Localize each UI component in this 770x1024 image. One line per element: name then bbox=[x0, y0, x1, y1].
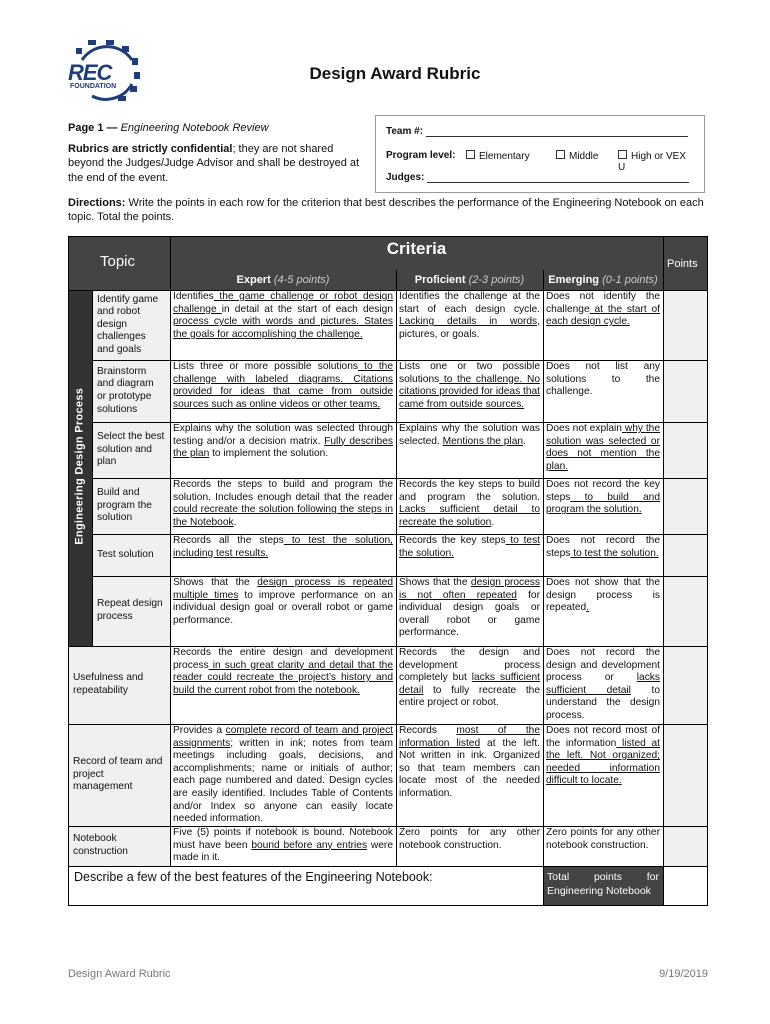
grid-line bbox=[68, 905, 708, 906]
criteria-cell-expert bbox=[170, 478, 396, 534]
criteria-text: to implement the solution. bbox=[209, 448, 329, 460]
underlined-text: why the solution was selected or does not mention the plan. bbox=[546, 423, 660, 472]
expert-header bbox=[170, 270, 396, 290]
criteria-text: Identifies bbox=[173, 291, 214, 302]
criteria-cell-proficient bbox=[396, 360, 543, 422]
proficient-header bbox=[396, 270, 543, 290]
topic-cell: Usefulness and repeatability bbox=[68, 646, 170, 724]
criteria-text: Does not list any solutions to the challenge. bbox=[546, 361, 660, 398]
total-points-label: Total points for Engineering Notebook bbox=[543, 866, 663, 906]
topic-cell: Repeat design process bbox=[92, 576, 170, 646]
grid-line bbox=[92, 290, 93, 646]
criteria-cell-expert bbox=[170, 422, 396, 478]
grid-line bbox=[68, 724, 708, 725]
criteria-cell-proficient bbox=[396, 478, 543, 534]
criteria-text: . bbox=[491, 516, 495, 528]
criteria-text: Explains why the solution was selected through testing and/or a decision matrix. bbox=[173, 423, 393, 447]
underlined-text: most of the information listed bbox=[399, 725, 540, 749]
directions bbox=[68, 196, 708, 225]
points-field[interactable] bbox=[663, 422, 708, 478]
criteria-cell-emerging bbox=[543, 360, 663, 422]
grid-line bbox=[543, 270, 544, 906]
underlined-text: to test the solution, including test results. bbox=[173, 535, 393, 559]
grid-line bbox=[396, 270, 397, 866]
grid-line bbox=[68, 646, 708, 647]
judges-row bbox=[386, 172, 696, 183]
criteria-text: at the left. Not written in ink. Organized so that team members can locate most of the needed information. bbox=[399, 737, 540, 799]
criteria-cell-expert bbox=[170, 576, 396, 646]
underlined-text: design process is not often repeated bbox=[399, 577, 540, 601]
topic-cell: Select the best solution and plan bbox=[92, 422, 170, 478]
underlined-text: complete record of team and project assignments bbox=[173, 725, 393, 749]
grid-line bbox=[663, 236, 664, 906]
total-points-field[interactable] bbox=[663, 866, 708, 906]
rubric-table bbox=[68, 236, 708, 906]
underlined-text: lacks sufficient detail bbox=[546, 672, 660, 696]
criteria-cell-emerging bbox=[543, 826, 663, 866]
underlined-text: listed at the left. Not organized; needed information difficult to locate. bbox=[546, 737, 660, 787]
expert-points: (4-5 points) bbox=[273, 274, 330, 286]
grid-line bbox=[92, 576, 708, 577]
option-middle[interactable] bbox=[556, 150, 598, 162]
criteria-cell-emerging bbox=[543, 724, 663, 826]
program-level-row bbox=[386, 150, 696, 173]
criteria-text: Explains why the solution was selected. bbox=[399, 423, 540, 447]
criteria-text: Does not record most of the information bbox=[546, 725, 660, 749]
underlined-text: at the start of each design cycle. bbox=[546, 303, 660, 328]
criteria-text: Does not record the design and development process or bbox=[546, 647, 660, 684]
page-subtitle bbox=[68, 122, 269, 134]
confidential-text: ; they are not shared beyond the Judges/Judge Advisor and shall be destroyed at the end of the event. bbox=[68, 143, 360, 184]
grid-line bbox=[92, 422, 708, 423]
criteria-cell-emerging bbox=[543, 576, 663, 646]
footer-left: Design Award Rubric bbox=[68, 968, 171, 980]
grid-line bbox=[68, 236, 69, 906]
criteria-cell-expert bbox=[170, 360, 396, 422]
criteria-text: . bbox=[233, 516, 237, 528]
option-elementary[interactable] bbox=[466, 150, 530, 162]
criteria-text: Zero points for any other notebook construction. bbox=[546, 827, 660, 851]
judges-field[interactable] bbox=[427, 172, 689, 183]
criteria-text: Records the design and development process completely but bbox=[399, 647, 540, 684]
emerging-header bbox=[543, 270, 663, 290]
topic-cell: Identify game and robot design challenges and goals bbox=[92, 290, 170, 360]
points-field[interactable] bbox=[663, 724, 708, 826]
underlined-text: to the challenge. No citations provided for ideas that came from outside sources. bbox=[399, 373, 541, 410]
logo-subtext: FOUNDATION bbox=[70, 83, 117, 90]
directions-text: Write the points in each row for the criterion that best describes the performance of the Engineering Notebook on each topic. Total the points. bbox=[68, 197, 704, 224]
grid-line bbox=[707, 236, 708, 906]
grid-line bbox=[92, 534, 708, 535]
criteria-text: to improve performance on an individual design goal or overall robot or game performance. bbox=[173, 589, 393, 626]
criteria-cell-emerging bbox=[543, 646, 663, 724]
underlined-text: to build and program the solution. bbox=[546, 491, 660, 516]
grid-line bbox=[68, 290, 708, 291]
underlined-text: Fully describes the plan bbox=[173, 435, 393, 460]
underlined-text: bound before any entries bbox=[251, 839, 368, 851]
topic-header: Topic bbox=[68, 236, 170, 290]
underlined-text: to the challenge with labeled diagrams. Citations provided for ideas that came from outside sources such as online videos or other teams. bbox=[173, 361, 393, 410]
underlined-text: design process is repeated multiple times bbox=[173, 577, 393, 601]
criteria-text: for individual design goals or overall robot or game performance. bbox=[399, 589, 540, 639]
criteria-text: , pictures, or goals. bbox=[399, 316, 540, 340]
criteria-text: Identifies the challenge at the start of each design cycle. bbox=[399, 291, 540, 315]
expert-label: Expert bbox=[236, 274, 271, 286]
proficient-points: (2-3 points) bbox=[468, 274, 525, 286]
side-label: Engineering Design Process bbox=[73, 387, 86, 545]
topic-cell: Record of team and project management bbox=[68, 724, 170, 826]
best-features-field[interactable]: Describe a few of the best features of the Engineering Notebook: bbox=[68, 866, 543, 906]
criteria-text: Records the key steps bbox=[399, 535, 506, 546]
confidential-notice bbox=[68, 142, 368, 185]
points-field[interactable] bbox=[663, 826, 708, 866]
criteria-text: Does not show that the design process is repeated bbox=[546, 577, 660, 614]
engineering-design-process-band bbox=[68, 290, 92, 646]
page-label: Page 1 — bbox=[68, 122, 121, 134]
criteria-text: Does not record the key steps bbox=[546, 479, 660, 503]
criteria-cell-emerging bbox=[543, 290, 663, 360]
criteria-text: Records bbox=[399, 725, 457, 736]
criteria-cell-expert bbox=[170, 290, 396, 360]
criteria-cell-expert bbox=[170, 534, 396, 576]
criteria-text: to fully recreate the entire project or robot. bbox=[399, 684, 540, 709]
criteria-cell-proficient bbox=[396, 534, 543, 576]
criteria-text: Does not record the steps bbox=[546, 535, 660, 559]
points-field[interactable] bbox=[663, 576, 708, 646]
grid-line bbox=[68, 866, 708, 867]
checkbox-icon[interactable] bbox=[618, 150, 627, 159]
grid-line bbox=[92, 478, 708, 479]
criteria-text: Provides a bbox=[173, 725, 226, 736]
criteria-text: Five (5) points if notebook is bound. Notebook must have been bbox=[173, 827, 393, 851]
checkbox-icon[interactable] bbox=[466, 150, 475, 159]
criteria-text: Records the steps to build and program the solution. Includes enough detail that the reader bbox=[173, 479, 393, 503]
criteria-text: to understand the design process. bbox=[546, 684, 660, 721]
grid-line bbox=[68, 236, 708, 237]
criteria-text: Lists three or more possible solutions bbox=[173, 361, 358, 372]
underlined-text: process cycle with words and pictures. States the goals for accomplishing the challenge. bbox=[173, 316, 393, 340]
underlined-text: lacks sufficient detail bbox=[399, 672, 540, 696]
topic-cell: Test solution bbox=[92, 534, 170, 576]
underlined-text: to test the solution. bbox=[399, 535, 541, 559]
criteria-text: in detail at the start of each design bbox=[221, 303, 393, 315]
topic-cell: Build and program the solution bbox=[92, 478, 170, 534]
footer-date: 9/19/2019 bbox=[659, 968, 708, 980]
underlined-text: the game challenge or robot design challenge bbox=[173, 291, 393, 315]
criteria-cell-proficient bbox=[396, 724, 543, 826]
points-header: Points bbox=[663, 236, 708, 290]
criteria-cell-proficient bbox=[396, 290, 543, 360]
underlined-text: to test the solution. bbox=[570, 547, 659, 559]
criteria-text: Shows that the bbox=[173, 577, 258, 588]
checkbox-icon[interactable] bbox=[556, 150, 565, 159]
points-field[interactable] bbox=[663, 646, 708, 724]
criteria-text: Does not explain bbox=[546, 423, 622, 434]
rec-foundation-logo bbox=[62, 38, 146, 104]
criteria-text: Records all the steps bbox=[173, 535, 284, 546]
underlined-text: Lacking details in words bbox=[399, 316, 538, 328]
criteria-text: ; written in ink; notes from team meetings including goals, decisions, and accomplishments; name or initials of author; each page numbered and dated. Design cycles are easily identified. Includes Table of Contents and/or Index so anyone can easily locate needed information. bbox=[173, 737, 393, 825]
program-level-label: Program level: bbox=[386, 150, 456, 161]
criteria-header: Criteria bbox=[170, 236, 663, 270]
grid-line bbox=[92, 360, 708, 361]
topic-cell: Notebook construction bbox=[68, 826, 170, 866]
criteria-text: . bbox=[523, 435, 526, 447]
criteria-cell-proficient bbox=[396, 826, 543, 866]
underlined-text: in such great clarity and detail that the reader could recreate the project’s history and build the current robot from the notebook. bbox=[173, 659, 393, 696]
emerging-points: (0-1 points) bbox=[602, 274, 658, 286]
points-field[interactable] bbox=[663, 534, 708, 576]
criteria-cell-emerging bbox=[543, 422, 663, 478]
team-label: Team #: bbox=[386, 126, 424, 137]
criteria-cell-proficient bbox=[396, 576, 543, 646]
team-number-field[interactable] bbox=[426, 126, 688, 137]
team-info-box bbox=[375, 115, 705, 193]
underlined-text: . bbox=[586, 602, 590, 614]
criteria-text: Shows that the bbox=[399, 577, 471, 588]
points-field[interactable] bbox=[663, 360, 708, 422]
criteria-text: Lists one or two possible solutions bbox=[399, 361, 540, 385]
criteria-cell-proficient bbox=[396, 422, 543, 478]
option-label: Middle bbox=[569, 151, 599, 162]
criteria-text: Zero points for any other notebook construction. bbox=[399, 827, 540, 851]
emerging-label: Emerging bbox=[548, 274, 600, 286]
points-field[interactable] bbox=[663, 290, 708, 360]
grid-line bbox=[170, 236, 171, 866]
underlined-text: Mentions the plan bbox=[442, 435, 524, 447]
points-field[interactable] bbox=[663, 478, 708, 534]
option-high-vexu[interactable] bbox=[618, 150, 696, 173]
criteria-cell-expert bbox=[170, 724, 396, 826]
criteria-cell-emerging bbox=[543, 534, 663, 576]
criteria-text: Records the key steps to build and program the solution. bbox=[399, 479, 540, 503]
criteria-text: were made in it. bbox=[173, 839, 393, 864]
team-number-row bbox=[386, 126, 696, 137]
underlined-text: could recreate the solution following the steps in the Notebook bbox=[173, 504, 393, 528]
directions-label: Directions: bbox=[68, 197, 126, 209]
criteria-cell-proficient bbox=[396, 646, 543, 724]
criteria-cell-emerging bbox=[543, 478, 663, 534]
topic-cell: Brainstorm and diagram or prototype solutions bbox=[92, 360, 170, 422]
logo-text: REC bbox=[68, 60, 112, 85]
criteria-cell-expert bbox=[170, 646, 396, 724]
page-section-title: Engineering Notebook Review bbox=[120, 122, 269, 134]
proficient-label: Proficient bbox=[414, 274, 466, 286]
grid-line bbox=[68, 826, 708, 827]
page-title: Design Award Rubric bbox=[309, 64, 481, 83]
criteria-text: Records the entire design and development process bbox=[173, 647, 393, 671]
option-label: Elementary bbox=[479, 151, 530, 162]
underlined-text: Lacks sufficient detail to recreate the solution bbox=[399, 504, 540, 528]
criteria-cell-expert bbox=[170, 826, 396, 866]
judges-label: Judges: bbox=[386, 172, 425, 183]
confidential-bold: Rubrics are strictly confidential bbox=[68, 143, 233, 155]
option-label: High or VEX U bbox=[618, 151, 687, 173]
criteria-text: Does not identify the challenge bbox=[546, 291, 660, 315]
